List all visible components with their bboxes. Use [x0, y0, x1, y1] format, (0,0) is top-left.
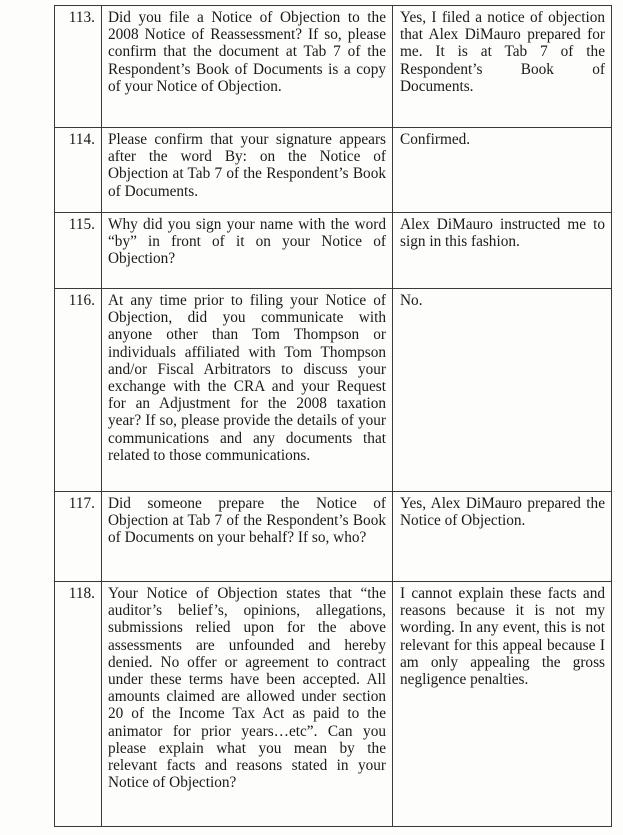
- question-number: 118.: [55, 582, 102, 827]
- answer-text: No.: [393, 289, 612, 492]
- table-row: [55, 582, 612, 827]
- answer-text: Yes, Alex DiMauro prepared the Notice of Objection.: [393, 492, 612, 582]
- question-number: 117.: [55, 492, 102, 582]
- table-row: [55, 213, 612, 289]
- question-text: Please confirm that your signature appears after the word By: on the Notice of Objection at Tab 7 of the Respondent’s Book of Documents.: [102, 128, 393, 213]
- question-text: Your Notice of Objection states that “the auditor’s belief’s, opinions, allegations, submissions relied upon for the above assessments are unfounded and hereby denied. No offer or agreement to contract under these terms have been accepted. All amounts claimed are allowed under section 20 of the Income Tax Act as paid to the animator for prior years…etc”. Can you please explain what you mean by the relevant facts and reasons stated in your Notice of Objection?: [102, 582, 393, 827]
- table-row: [55, 6, 612, 128]
- answer-text: Yes, I filed a notice of objection that Alex DiMauro prepared for me. It is at Tab 7 of the Respondent’s Book of Documents.: [393, 6, 612, 128]
- question-number: 116.: [55, 289, 102, 492]
- question-text: At any time prior to filing your Notice of Objection, did you communicate with anyone other than Tom Thompson or individuals affiliated with Tom Thompson and/or Fiscal Arbitrators to discuss your exchange with the CRA and your Request for an Adjustment for the 2008 taxation year? If so, please provide the details of your communications and any documents that related to those communications.: [102, 289, 393, 492]
- table-row: [55, 492, 612, 582]
- answer-text: Alex DiMauro instructed me to sign in this fashion.: [393, 213, 612, 289]
- table-row: [55, 128, 612, 213]
- answer-text: Confirmed.: [393, 128, 612, 213]
- question-number: 115.: [55, 213, 102, 289]
- table-row: [55, 289, 612, 492]
- question-text: Why did you sign your name with the word “by” in front of it on your Notice of Objection?: [102, 213, 393, 289]
- question-text: Did someone prepare the Notice of Objection at Tab 7 of the Respondent’s Book of Documents on your behalf? If so, who?: [102, 492, 393, 582]
- question-number: 113.: [55, 6, 102, 128]
- question-text: Did you file a Notice of Objection to the 2008 Notice of Reassessment? If so, please confirm that the document at Tab 7 of the Respondent’s Book of Documents is a copy of your Notice of Objection.: [102, 6, 393, 128]
- question-number: 114.: [55, 128, 102, 213]
- question-answer-table: [54, 5, 612, 827]
- answer-text: I cannot explain these facts and reasons because it is not my wording. In any event, this is not relevant for this appeal because I am only appealing the gross negligence penalties.: [393, 582, 612, 827]
